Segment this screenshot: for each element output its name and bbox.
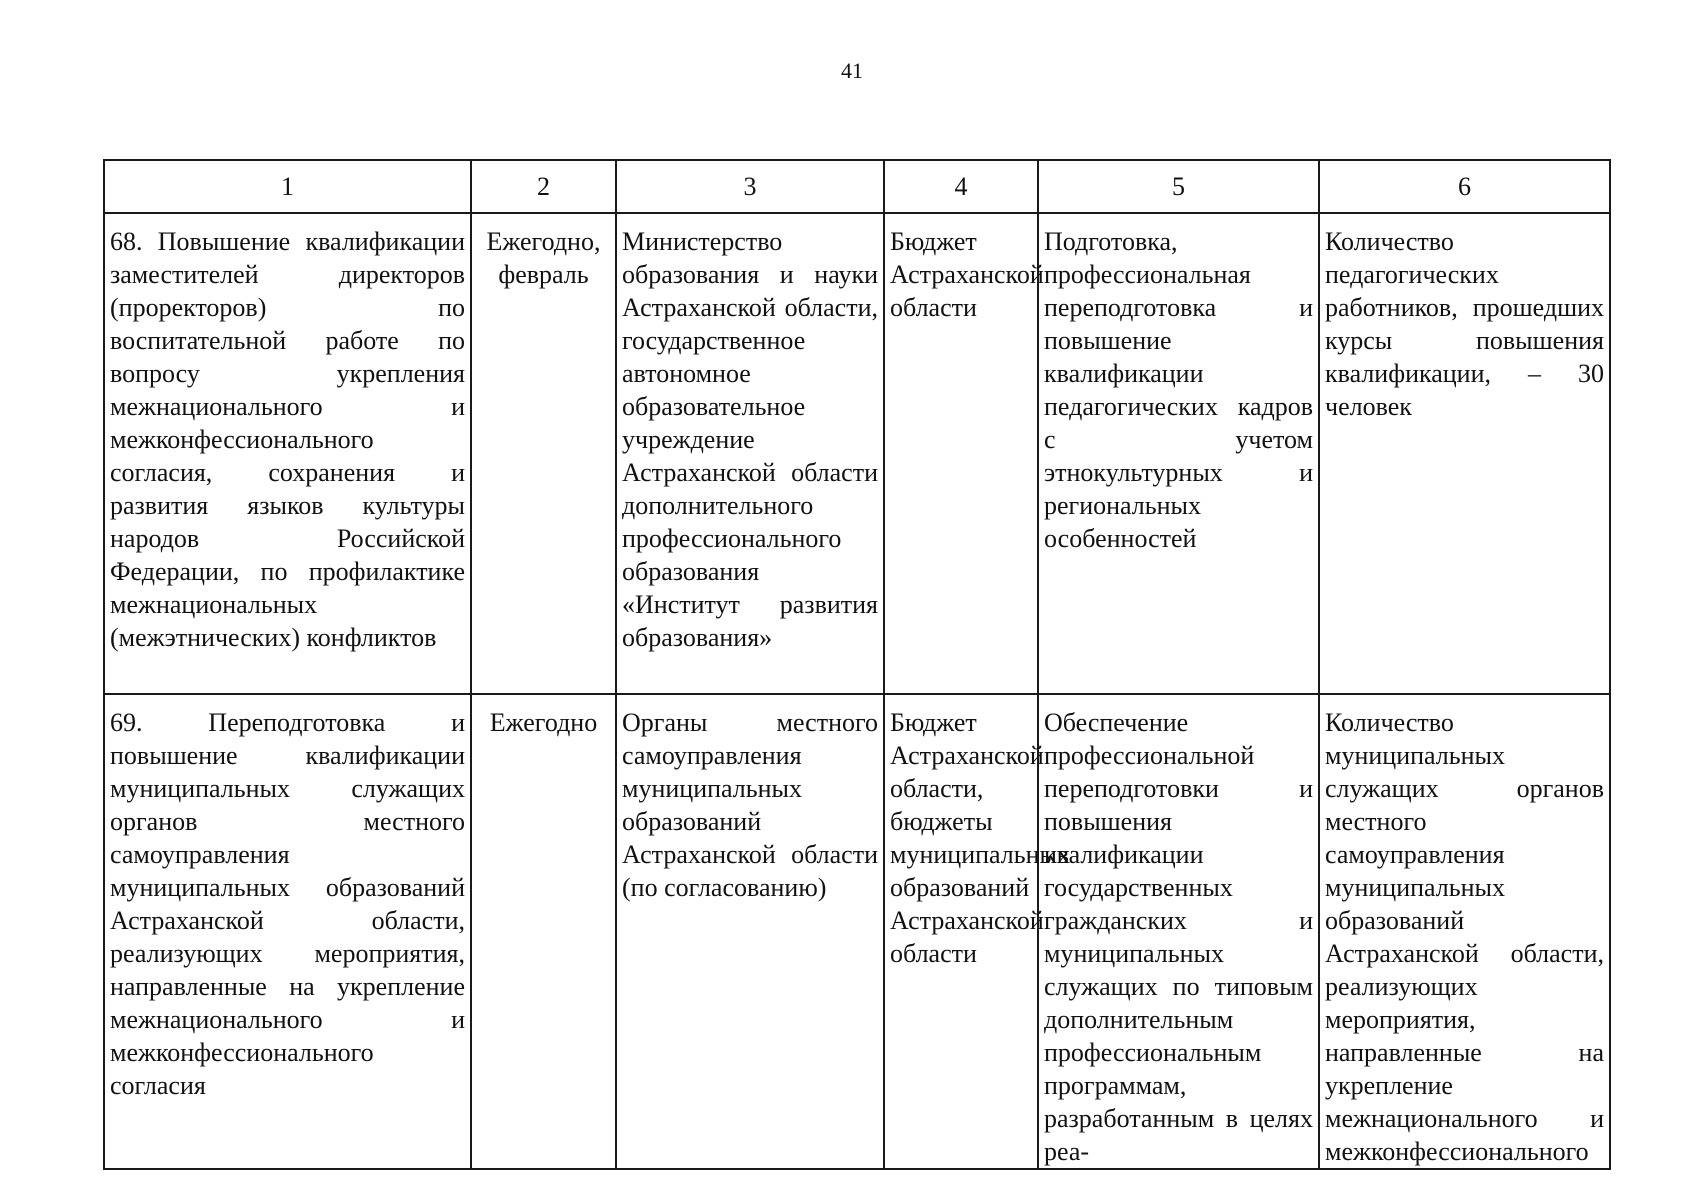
measure-cell [104,694,471,1169]
table-row [104,213,1610,694]
measure-text: 69. Переподготовка и повышение квалификации муниципальных служащих органов местного самоуправления муниципальных образований Астраханской области, реализующих мероприятия, направленные на укрепление межнационального и межконфессионального согласия [110,708,465,1100]
column-number-5: 5 [1038,160,1319,213]
executors-text: Органы местного самоуправления муниципальных образований Астраханской области (по согласованию) [622,708,878,902]
executors-cell [616,694,884,1169]
column-number-4: 4 [884,160,1038,213]
measure-text: 68. Повышение квалификации заместителей директоров (проректоров) по воспитательной работе по вопросу укрепления межнационального и межконфессионального согласия, сохранения и развития языков культуры народов Российской Федерации, по профилактике межнациональных (межэтнических) конфликтов [110,227,465,652]
indicator-text: Количество муниципальных служащих органов местного самоуправления муниципальных образований Астраханской области, реализующих мероприятия, направленные на укрепление межнационального и межконфессионального [1325,708,1604,1166]
deadline-cell [471,694,616,1169]
measures-table [103,159,1611,1170]
measure-cell [104,213,471,694]
task-text: Обеспечение профессиональной переподготовки и повышения квалификации государственных гражданских и муниципальных служащих по типовым дополнительным профессиональным программам, разработанным в целях реа- [1044,708,1313,1166]
column-number-3: 3 [616,160,884,213]
funding-cell [884,694,1071,1169]
funding-text: Бюджет Астраханской области, бюджеты муниципальных образований Астраханской области [890,708,1071,968]
deadline-text: Ежегодно [489,708,598,737]
page-number: 41 [841,58,863,83]
table-header-row [104,160,1610,213]
indicator-cell [1319,213,1610,694]
task-cell [1038,213,1319,694]
table-row [104,694,1610,1169]
deadline-text: Ежегодно, февраль [486,227,601,289]
executors-cell [616,213,884,694]
funding-cell [884,213,1044,694]
task-cell [1038,694,1319,1169]
executors-text: Министерство образования и науки Астраханской области, государственное автономное образовательное учреждение Астраханской области дополнительного профессионального образования «Институт развития образования» [622,227,878,652]
column-number-2: 2 [471,160,616,213]
indicator-cell [1319,694,1610,1169]
task-text: Подготовка, профессиональная переподготовка и повышение квалификации педагогических кадров с учетом этнокультурных и региональных особенностей [1044,227,1313,553]
funding-text: Бюджет Астраханской области [890,227,1044,322]
deadline-cell [471,213,616,694]
column-number-6: 6 [1319,160,1610,213]
column-number-1: 1 [104,160,471,213]
indicator-text: Количество педагогических работников, прошедших курсы повышения квалификации, – 30 человек [1325,227,1604,421]
